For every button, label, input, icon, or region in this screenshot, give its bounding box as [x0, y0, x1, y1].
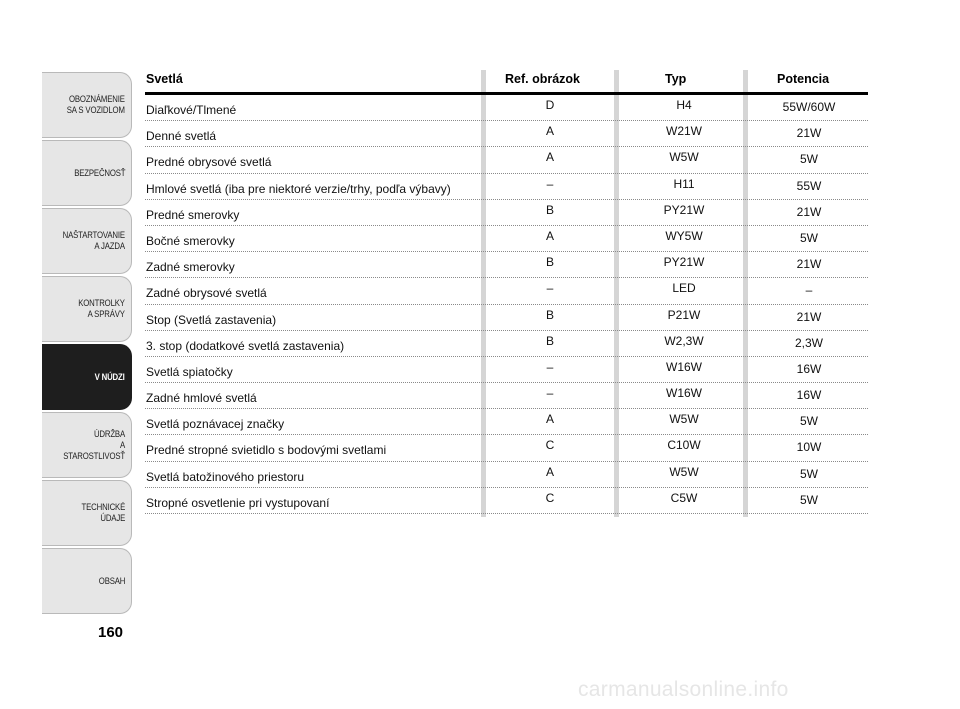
header-power: Potencia	[777, 72, 830, 86]
cell-ref: –	[546, 359, 554, 374]
cell-ref: A	[545, 464, 554, 479]
cell-ref: D	[545, 98, 555, 112]
table-row	[145, 147, 868, 173]
cell-power: –	[805, 283, 813, 298]
table-row	[145, 409, 868, 435]
cell-type: C10W	[667, 438, 701, 453]
table-row	[145, 488, 868, 514]
cell-type: PY21W	[663, 255, 705, 270]
cell-light-name: Predné stropné svietidlo s bodovými svetlami	[146, 443, 387, 458]
cell-light-name: Stop (Svetlá zastavenia)	[146, 312, 277, 327]
cell-power: 55W	[796, 178, 822, 193]
watermark: carmanualsonline.info	[578, 678, 789, 701]
cell-light-name: Zadné hmlové svetlá	[146, 391, 257, 406]
cell-light-name: 3. stop (dodatkové svetlá zastavenia)	[146, 338, 345, 353]
cell-type: C5W	[670, 490, 698, 505]
cell-type: W5W	[669, 464, 699, 479]
cell-power: 21W	[796, 309, 822, 324]
table-row	[145, 305, 868, 331]
tab-label: NAŠTARTOVANIE A JAZDA	[62, 230, 125, 252]
cell-type: W5W	[669, 150, 699, 165]
cell-type: H4	[676, 98, 692, 112]
cell-power: 5W	[800, 152, 818, 167]
table-row	[145, 200, 868, 226]
cell-type: P21W	[667, 307, 701, 322]
bulb-table	[145, 68, 868, 514]
table-header	[145, 68, 868, 95]
cell-type: PY21W	[663, 202, 705, 217]
cell-power: 55W/60W	[782, 100, 836, 114]
cell-type: W16W	[666, 386, 702, 401]
table-row	[145, 174, 868, 200]
tab-bezpecnost[interactable]	[42, 140, 132, 206]
tab-oboznamenie[interactable]	[42, 72, 132, 138]
table-row	[145, 383, 868, 409]
table-row	[145, 252, 868, 278]
cell-light-name: Predné smerovky	[146, 207, 240, 222]
cell-light-name: Svetlá spiatočky	[146, 364, 233, 379]
table-row	[145, 357, 868, 383]
cell-light-name: Svetlá poznávacej značky	[146, 417, 285, 432]
cell-ref: B	[545, 307, 554, 322]
cell-ref: B	[545, 255, 554, 270]
cell-power: 16W	[796, 361, 822, 376]
tab-kontrolky[interactable]	[42, 276, 132, 342]
tab-v-nudzi[interactable]	[42, 344, 132, 410]
tab-label: V NÚDZI	[94, 371, 125, 383]
cell-ref: –	[546, 281, 554, 296]
cell-ref: C	[545, 490, 555, 505]
cell-light-name: Stropné osvetlenie pri vystupovaní	[146, 495, 330, 510]
cell-ref: A	[545, 412, 554, 427]
cell-type: WY5W	[665, 228, 703, 243]
table-row	[145, 121, 868, 147]
table-row	[145, 278, 868, 304]
tab-udrzba[interactable]	[42, 412, 132, 478]
tab-label: BEZPEČNOSŤ	[73, 167, 125, 179]
tab-nastartovanie[interactable]	[42, 208, 132, 274]
cell-ref: B	[545, 202, 554, 217]
table-body	[145, 95, 868, 514]
cell-power: 21W	[796, 204, 822, 219]
cell-power: 5W	[800, 230, 818, 245]
cell-power: 16W	[796, 388, 822, 403]
cell-power: 21W	[796, 257, 822, 272]
tab-label: OBSAH	[98, 575, 125, 587]
cell-type: W21W	[666, 124, 702, 139]
cell-ref: C	[545, 438, 555, 453]
header-type: Typ	[665, 72, 687, 86]
tab-technicke-udaje[interactable]	[42, 480, 132, 546]
cell-power: 5W	[800, 414, 818, 429]
cell-light-name: Diaľkové/Tlmené	[146, 103, 237, 117]
cell-power: 21W	[796, 126, 822, 141]
cell-light-name: Bočné smerovky	[146, 233, 235, 248]
cell-ref: A	[545, 150, 554, 165]
cell-light-name: Denné svetlá	[146, 129, 217, 144]
table-row	[145, 462, 868, 488]
cell-ref: –	[546, 176, 554, 191]
cell-power: 5W	[800, 492, 818, 507]
cell-ref: A	[545, 228, 554, 243]
tab-label: TECHNICKÉ ÚDAJE	[81, 502, 125, 524]
cell-type: W5W	[669, 412, 699, 427]
cell-power: 5W	[800, 466, 818, 481]
cell-light-name: Hmlové svetlá (iba pre niektoré verzie/trhy, podľa výbavy)	[146, 181, 451, 196]
cell-type: W16W	[666, 359, 702, 374]
tab-label: OBOZNÁMENIE SA S VOZIDLOM	[66, 94, 125, 116]
tab-obsah[interactable]	[42, 548, 132, 614]
cell-ref: B	[545, 333, 554, 348]
table-row	[145, 95, 868, 121]
cell-ref: A	[545, 124, 554, 139]
table-row	[145, 226, 868, 252]
table-row	[145, 331, 868, 357]
header-name: Svetlá	[146, 72, 183, 86]
cell-power: 2,3W	[794, 335, 823, 350]
cell-light-name: Zadné obrysové svetlá	[146, 286, 267, 301]
cell-light-name: Zadné smerovky	[146, 260, 235, 275]
cell-type: H11	[673, 176, 695, 191]
cell-ref: –	[546, 386, 554, 401]
table-row	[145, 435, 868, 461]
cell-type: LED	[672, 281, 696, 296]
header-ref: Ref. obrázok	[505, 72, 581, 86]
tab-label: KONTROLKY A SPRÁVY	[78, 298, 125, 320]
tab-label: ÚDRŽBA A STAROSTLIVOSŤ	[63, 428, 125, 462]
cell-type: W2,3W	[664, 333, 704, 348]
cell-power: 10W	[796, 440, 822, 455]
page-number: 160	[98, 624, 124, 641]
cell-light-name: Predné obrysové svetlá	[146, 155, 272, 170]
cell-light-name: Svetlá batožinového priestoru	[146, 469, 305, 484]
